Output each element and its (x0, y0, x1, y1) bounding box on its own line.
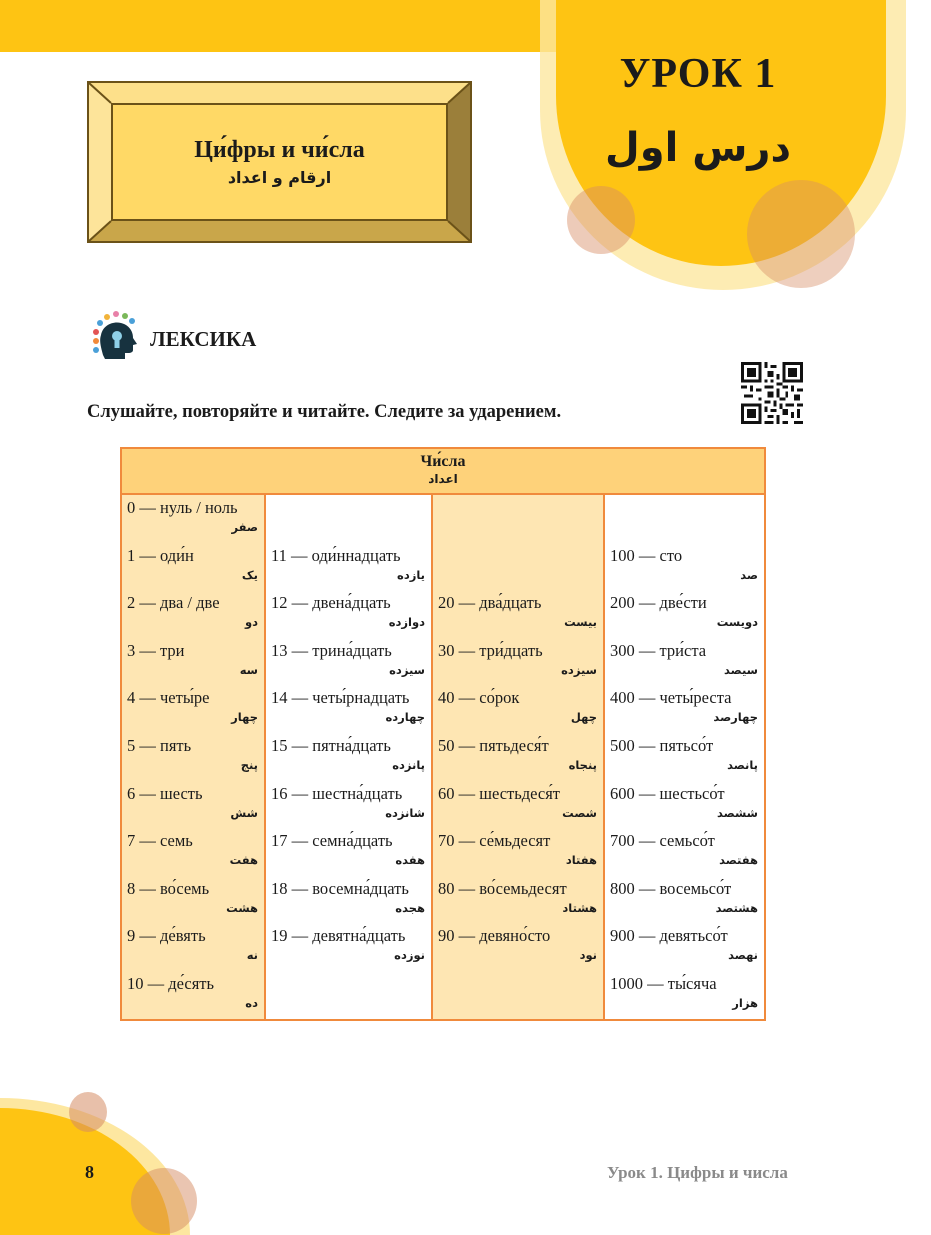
page-number: 8 (85, 1162, 94, 1182)
number-word-ru: 70 — се́мьдесят (438, 831, 551, 851)
number-entry (433, 877, 603, 925)
empty-cell (266, 972, 431, 1020)
number-entry (266, 877, 431, 925)
number-word-ru: 16 — шестна́дцать (271, 783, 403, 803)
number-word-ru: 3 — три (127, 640, 185, 660)
number-entry (433, 686, 603, 734)
empty-cell (433, 972, 603, 1020)
number-word-fa: بیست (564, 615, 597, 630)
number-word-fa: صد (740, 567, 758, 582)
empty-cell (433, 544, 603, 592)
number-entry (605, 639, 764, 687)
number-word-ru: 700 — семьсо́т (610, 831, 715, 851)
decorative-blob (69, 1092, 107, 1132)
number-word-ru: 800 — восемьсо́т (610, 878, 732, 898)
section-heading: ЛЕКСИКА (150, 327, 257, 351)
number-entry (266, 544, 431, 592)
number-word-ru: 17 — семна́дцать (271, 831, 393, 851)
table-column (264, 495, 431, 1019)
number-entry (605, 544, 764, 592)
number-word-ru: 4 — четы́ре (127, 688, 210, 708)
number-word-fa: هشت (226, 900, 258, 915)
number-word-ru: 300 — три́ста (610, 640, 707, 660)
number-word-fa: شانزده (385, 805, 425, 820)
number-word-fa: دو (244, 615, 258, 630)
number-word-fa: سیزده (389, 662, 425, 677)
table-header (122, 449, 764, 495)
number-word-fa: هفتاد (565, 853, 597, 868)
number-word-ru: 90 — девяно́сто (438, 926, 551, 946)
number-entry (266, 924, 431, 972)
number-entry (122, 829, 264, 877)
number-entry (266, 782, 431, 830)
number-entry (266, 686, 431, 734)
number-word-fa: صفر (231, 520, 258, 534)
number-entry (122, 734, 264, 782)
number-entry (266, 639, 431, 687)
number-word-ru: 7 — семь (127, 831, 193, 851)
number-word-fa: هزار (732, 995, 758, 1010)
number-word-fa: پانزده (392, 757, 425, 772)
qr-code-icon[interactable] (741, 362, 803, 424)
empty-cell (433, 496, 603, 544)
number-word-ru: 6 — шесть (127, 783, 203, 803)
number-word-ru: 600 — шестьсо́т (610, 783, 725, 803)
number-word-ru: 200 — две́сти (610, 593, 707, 613)
number-word-ru: 18 — восемна́дцать (271, 878, 409, 898)
number-entry (605, 686, 764, 734)
lesson-title-fa: درس اول (605, 125, 791, 171)
empty-cell (266, 496, 431, 544)
number-entry (433, 829, 603, 877)
head-keyhole-icon (91, 311, 141, 361)
number-word-ru: 900 — девятьсо́т (610, 926, 728, 946)
decorative-blob (747, 180, 855, 288)
number-word-fa: چهل (570, 710, 597, 725)
table-title: Чи́сла (420, 453, 466, 470)
decorative-blob (131, 1168, 197, 1234)
number-entry (122, 924, 264, 972)
exercise-instruction: Слушайте, повторяйте и читайте. Следите за ударением. (87, 402, 562, 422)
number-word-ru: 9 — де́вять (127, 926, 206, 946)
number-word-ru: 19 — девятна́дцать (271, 926, 406, 946)
number-word-fa: هشتاد (562, 900, 597, 915)
number-word-fa: هفده (395, 853, 425, 868)
number-entry (122, 686, 264, 734)
empty-cell (605, 496, 764, 544)
number-word-fa: سیصد (724, 662, 758, 677)
number-word-ru: 12 — двена́дцать (271, 593, 391, 613)
table-column (603, 495, 764, 1019)
number-entry (433, 734, 603, 782)
number-word-ru: 60 — шестьдеся́т (438, 783, 561, 803)
number-entry (122, 972, 264, 1020)
number-word-ru: 30 — три́дцать (438, 640, 543, 660)
number-word-fa: پانصد (727, 757, 758, 772)
top-accent-band (0, 0, 620, 52)
number-word-fa: نوزده (394, 948, 425, 963)
running-footer-title: Урок 1. Цифры и числа (607, 1163, 788, 1182)
number-entry (122, 639, 264, 687)
plaque-face (111, 103, 448, 221)
number-entry (122, 782, 264, 830)
number-word-fa: هجده (395, 900, 425, 915)
number-word-fa: شصت (562, 805, 597, 820)
number-entry (433, 639, 603, 687)
number-word-ru: 1 — оди́н (127, 545, 194, 565)
topic-title: Ци́фры и чи́сла (194, 137, 365, 163)
number-word-fa: یک (241, 567, 258, 582)
number-entry (605, 782, 764, 830)
number-word-fa: نه (246, 948, 258, 963)
number-word-ru: 0 — нуль / ноль (127, 498, 238, 517)
number-word-fa: دویست (716, 615, 758, 630)
number-word-ru: 500 — пятьсо́т (610, 735, 714, 755)
table-column (122, 495, 264, 1019)
number-word-ru: 8 — во́семь (127, 878, 210, 898)
number-word-ru: 1000 — ты́сяча (610, 973, 717, 993)
topic-title-plaque (87, 81, 472, 243)
number-entry (266, 591, 431, 639)
number-entry (433, 782, 603, 830)
number-entry (122, 877, 264, 925)
number-word-ru: 15 — пятна́дцать (271, 735, 391, 755)
number-word-ru: 40 — со́рок (438, 688, 520, 708)
number-word-fa: شش (230, 805, 258, 820)
number-word-fa: دوازده (388, 615, 425, 630)
number-entry (605, 591, 764, 639)
table-body (122, 495, 764, 1019)
number-word-fa: ده (245, 995, 258, 1010)
number-word-fa: چهارده (385, 710, 425, 725)
number-word-ru: 11 — оди́ннадцать (271, 545, 401, 565)
number-word-fa: نود (579, 948, 597, 963)
number-word-ru: 50 — пятьдеся́т (438, 735, 549, 755)
table-title-fa: اعداد (428, 472, 458, 486)
number-entry (605, 734, 764, 782)
number-entry (605, 924, 764, 972)
number-entry (122, 544, 264, 592)
numbers-table (120, 447, 766, 1021)
table-column (431, 495, 603, 1019)
number-entry (605, 877, 764, 925)
number-entry (605, 829, 764, 877)
number-word-fa: پنج (240, 757, 258, 772)
number-word-fa: چهارصد (713, 710, 758, 725)
number-entry (122, 591, 264, 639)
number-word-ru: 20 — два́дцать (438, 593, 542, 613)
decorative-blob (567, 186, 635, 254)
number-word-ru: 5 — пять (127, 735, 192, 755)
number-word-fa: سه (239, 662, 258, 677)
number-word-ru: 14 — четы́рнадцать (271, 688, 410, 708)
number-word-fa: ششصد (717, 805, 758, 820)
number-word-fa: پنجاه (568, 757, 597, 772)
number-word-ru: 2 — два / две (127, 593, 220, 613)
number-word-fa: چهار (231, 710, 258, 725)
number-word-ru: 13 — трина́дцать (271, 640, 392, 660)
number-entry (433, 924, 603, 972)
number-word-ru: 400 — четы́реста (610, 688, 732, 708)
number-word-ru: 100 — сто (610, 545, 683, 565)
number-word-fa: نهصد (728, 948, 758, 963)
number-word-fa: سیزده (561, 662, 597, 677)
number-entry (266, 734, 431, 782)
number-word-ru: 80 — во́семьдесят (438, 878, 567, 898)
number-entry (122, 496, 264, 544)
number-word-fa: هفت (229, 853, 258, 868)
topic-title-fa: ارقام و اعداد (227, 168, 332, 187)
lesson-title: УРОК 1 (619, 51, 777, 97)
number-word-fa: هشتصد (715, 900, 758, 915)
number-entry (266, 829, 431, 877)
number-entry (433, 591, 603, 639)
number-entry (605, 972, 764, 1020)
number-word-fa: هفتصد (719, 853, 758, 868)
number-word-fa: یازده (397, 567, 425, 582)
number-word-ru: 10 — де́сять (127, 973, 215, 993)
